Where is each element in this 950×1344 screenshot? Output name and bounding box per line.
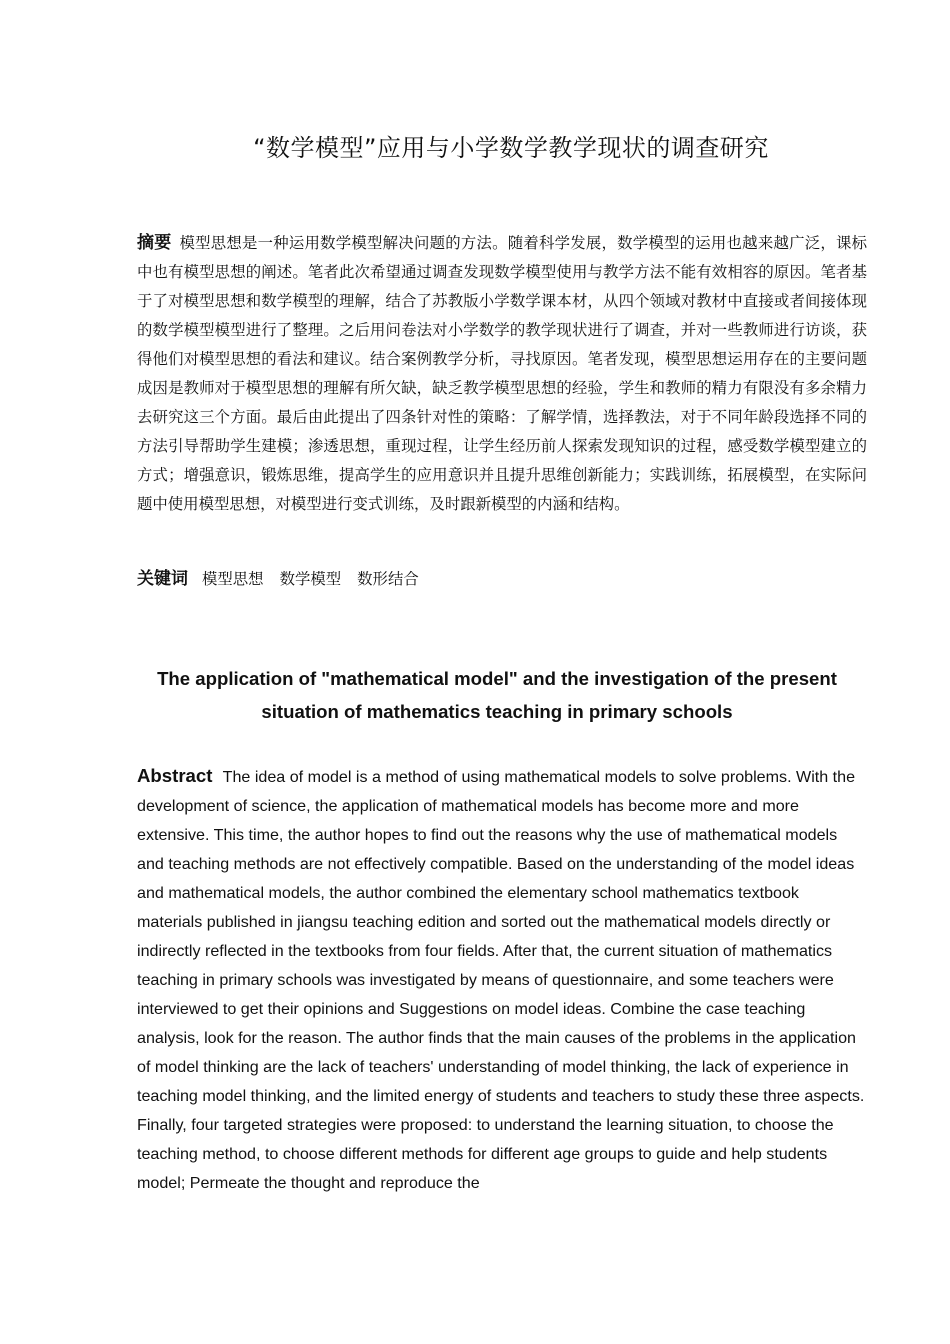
chinese-title: “数学模型”应用与小学数学教学现状的调查研究 xyxy=(253,134,769,162)
english-title: The application of "mathematical model" and the investigation of the present situation of mathematics teaching in primary schools xyxy=(157,668,837,722)
chinese-abstract-label: 摘要 xyxy=(137,233,172,253)
chinese-keywords-label: 关键词 xyxy=(137,569,188,589)
english-abstract xyxy=(137,761,867,1198)
chinese-abstract xyxy=(137,229,867,519)
keyword-item: 模型思想 xyxy=(202,570,264,588)
english-abstract-label: Abstract xyxy=(137,765,213,786)
keyword-item: 数形结合 xyxy=(357,570,419,588)
keyword-item: 数学模型 xyxy=(279,570,342,588)
english-abstract-text: The idea of model is a method of using mathematical models to solve problems. With the development of science, the application of mathematical models has become more and more extensive. This time, the author hopes to find out the reasons why the use of mathematical models and teaching methods are not effectively compatible. Based on the understanding of the model ideas and mathematical models, the author combined the elementary school mathematics textbook materials published in jiangsu teaching edition and sorted out the mathematical models directly or indirectly reflected in the textbooks from four fields. After that, the current situation of mathematics teaching in primary schools was investigated by means of questionnaire, and some teachers were interviewed to get their opinions and Suggestions on model ideas. Combine the case teaching analysis, look for the reason. The author finds that the main causes of the problems in the application of model thinking are the lack of teachers' understanding of model thinking, the lack of experience in teaching model thinking, and the limited energy of students and teachers to study these three aspects. Finally, four targeted strategies were proposed: to understand the learning situation, to choose the teaching method, to choose different methods for different age groups to guide and help students model; Permeate the thought and reproduce the xyxy=(137,768,865,1192)
chinese-keywords xyxy=(137,565,867,594)
chinese-abstract-text: 模型思想是一种运用数学模型解决问题的方法。随着科学发展，数学模型的运用也越来越广泛，课标中也有模型思想的阐述。笔者此次希望通过调查发现数学模型使用与教学方法不能有效相容的原因。笔者基于了对模型思想和数学模型的理解，结合了苏教版小学数学课本材，从四个领域对教材中直接或者间接体现的数学模型模型进行了整理。之后用问卷法对小学数学的教学现状进行了调查，并对一些教师进行访谈，获得他们对模型思想的看法和建议。结合案例教学分析，寻找原因。笔者发现，模型思想运用存在的主要问题成因是教师对于模型思想的理解有所欠缺，缺乏教学模型思想的经验，学生和教师的精力有限没有多余精力去研究这三个方面。最后由此提出了四条针对性的策略：了解学情，选择教法，对于不同年龄段选择不同的方法引导帮助学生建模；渗透思想，重现过程，让学生经历前人探索发现知识的过程，感受数学模型建立的方式；增强意识，锻炼思维，提高学生的应用意识并且提升思维创新能力；实践训练，拓展模型，在实际问题中使用模型思想，对模型进行变式训练，及时跟新模型的内涵和结构。 xyxy=(137,234,867,513)
